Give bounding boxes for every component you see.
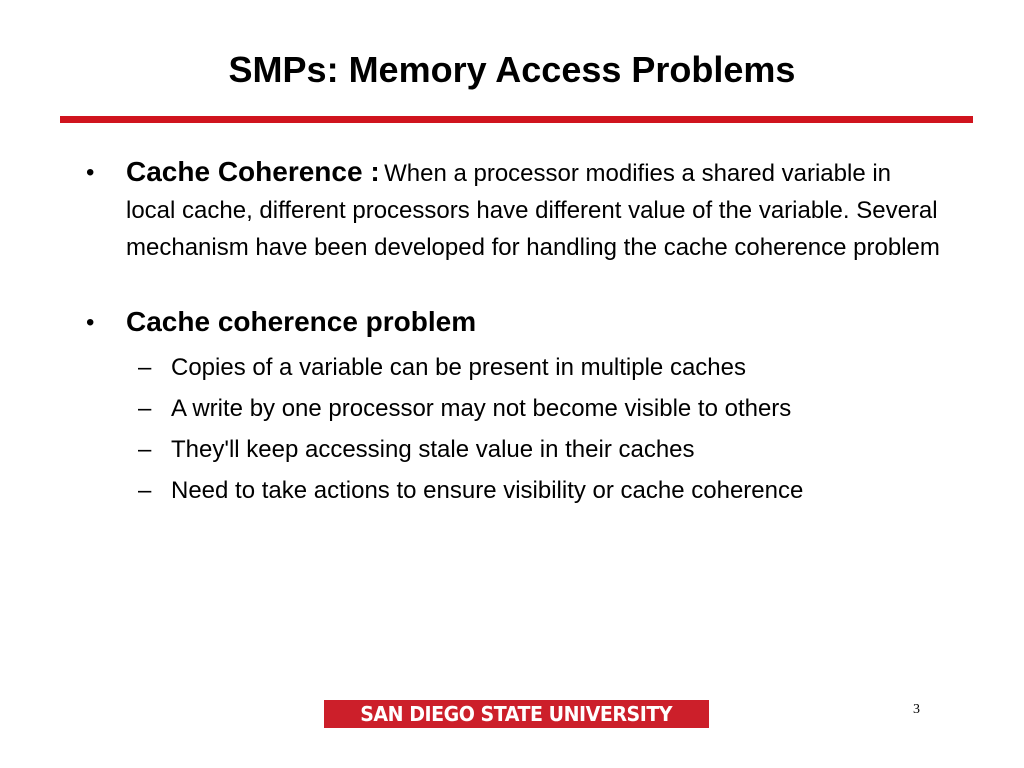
sub-bullet-item: They'll keep accessing stale value in their caches	[171, 436, 695, 463]
sub-bullet-marker: –	[138, 436, 152, 463]
bullet-body: When a processor modifies a shared variable in local cache, different processors have different value of the variable. Several mechanism have been developed for handling the cache coherence problem	[126, 160, 940, 261]
page-number: 3	[913, 702, 920, 717]
sub-bullet-marker: –	[138, 477, 152, 504]
bullet-heading: Cache coherence problem	[126, 306, 477, 337]
university-logo	[324, 700, 709, 728]
sub-bullet-item: Need to take actions to ensure visibility or cache coherence	[171, 477, 804, 504]
sub-bullet-marker: –	[138, 395, 152, 422]
bullet-cache-coherence	[126, 155, 946, 268]
slide-title: SMPs: Memory Access Problems	[228, 49, 796, 90]
sub-bullet-item: Copies of a variable can be present in multiple caches	[171, 354, 746, 381]
bullet-marker: •	[86, 309, 95, 336]
bullet-cache-coherence-problem	[126, 305, 946, 344]
sub-bullet-item: A write by one processor may not become visible to others	[171, 395, 792, 422]
sub-bullet-marker: –	[138, 354, 152, 381]
title-divider	[60, 116, 973, 123]
bullet-heading: Cache Coherence :	[126, 156, 380, 187]
university-logo-text: SAN DIEGO STATE UNIVERSITY	[360, 702, 673, 726]
bullet-marker: •	[86, 159, 95, 186]
